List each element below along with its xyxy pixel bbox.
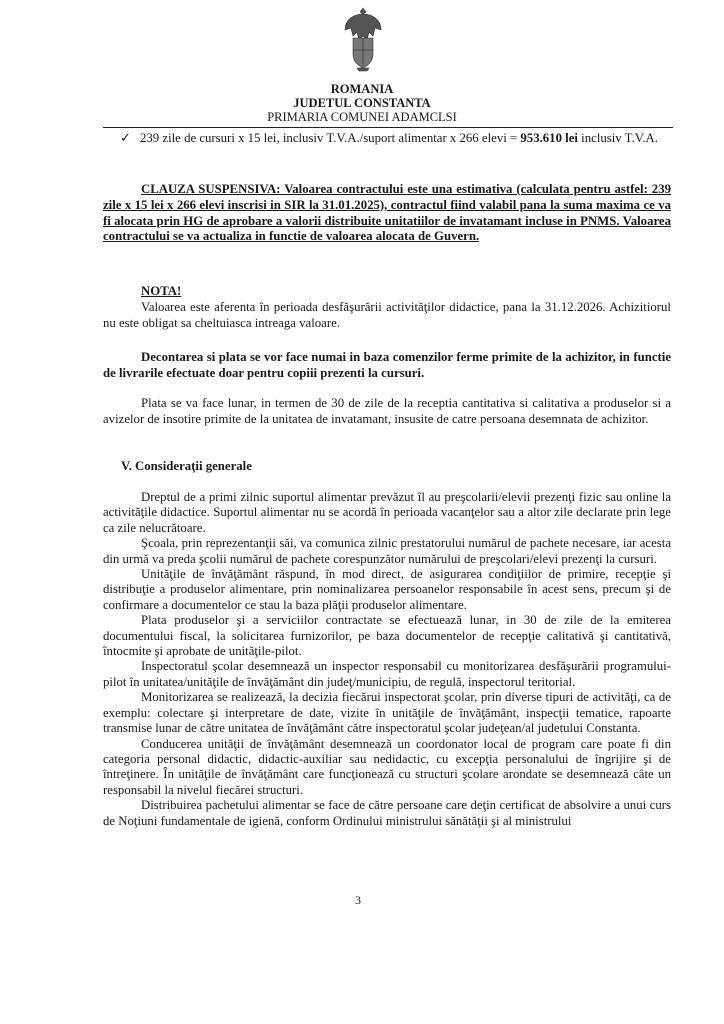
section-body	[103, 490, 671, 829]
suspensive-clause	[103, 182, 671, 245]
section-title	[121, 459, 671, 475]
bullet-text-before: 239 zile de cursuri x 15 lei, inclusiv T.V.A./suport alimentar x 266 elevi =	[140, 131, 521, 145]
section-paragraph: Unităţile de învăţământ răspund, în mod direct, de asigurarea condiţiilor de primire, recepţie şi distribuţie a produselor alimentare, prin nominalizarea persoanelor responsabile în acest sens, precum şi de confirmare a documentelor ce stau la baza plăţii produselor alimentare.	[103, 567, 671, 612]
bullet-text-after: inclusiv T.V.A.	[577, 131, 658, 145]
header-county: JUDETUL CONSTANTA	[293, 96, 431, 110]
header-institution: PRIMARIA COMUNEI ADAMCLSI	[267, 110, 457, 124]
settlement-text: Decontarea si plata se vor face numai in baza comenzilor ferme primite de la achizitor, in functie de livrarile efectuate doar pentru copiii prezenti la cursuri.	[103, 350, 671, 380]
section-paragraph: Monitorizarea se realizează, la decizia fiecărui inspectorat şcolar, prin diverse tipuri de activităţi, ca de exemplu: colectare şi interpretare de date, vizite în unităţile de învăţământ, inspecţii tematice, rapoarte transmise lunar de către unitatea de învăţământ către inspectoratul şcolar judeţean/al judetului Constanta.	[103, 690, 671, 736]
note-block	[103, 284, 671, 331]
section-paragraph: Distribuirea pachetului alimentar se face de către persoane care deţin certificat de absolvire a unui curs de Noţiuni fundamentale de igienă, conform Ordinului ministrului sănătăţii şi al ministrului	[103, 798, 671, 828]
clause-label: CLAUZA SUSPENSIVA:	[141, 182, 281, 196]
note-label: NOTA!	[141, 284, 182, 298]
coat-of-arms-icon	[343, 6, 383, 72]
settlement-paragraph	[103, 350, 671, 382]
bullet-item	[140, 130, 670, 146]
bullet-amount: 953.610 lei	[520, 131, 578, 145]
payment-paragraph	[103, 396, 671, 428]
section-title-text: V. Consideraţii generale	[121, 459, 252, 473]
section-paragraph: Inspectoratul şcolar desemnează un inspector responsabil cu monitorizarea desfăşurării programului-pilot în unitatea/unităţile de învăţământ din judeţ/municipiu, de regulă, inspectorul teritorial.	[103, 659, 671, 689]
section-paragraph: Dreptul de a primi zilnic suportul alimentar prevăzut îl au preşcolarii/elevii prezenţi fizic sau online la activităţile didactice. Suportul alimentar nu se acordă în perioada vacanţelor sau a altor zile declarate prin lege ca zile nelucrătoare.	[103, 490, 671, 535]
note-text: Valoarea este aferenta în perioada desfăşurării activităţilor didactice, pana la 31.12.2026. Achizitiorul nu este obligat sa cheltuiasca intreaga valoare.	[103, 299, 671, 330]
clause-text: Valoarea contractului este una estimativa (calculata pentru astfel: 239 zile x 15 lei x 266 elevi inscrisi in SIR la 31.01.2025), contractul fiind valabil pana la suma maxima ce va fi alocata prin HG de aprobare a valorii distribuite unitatiilor de invatamant incluse in PNMS. Valoarea contractului se va actualiza in functie de valoarea alocata de Guvern.	[103, 182, 671, 244]
header-country: ROMANIA	[330, 82, 394, 96]
check-icon: ✓	[120, 130, 131, 145]
header-divider	[103, 127, 673, 128]
payment-text: Plata se va face lunar, in termen de 30 de zile de la receptia cantitativa si calitativa a produselor si a avizelor de insotire primite de la unitatea de invatamant, insusite de catre persoana desemnata de achizitor.	[103, 396, 671, 426]
section-paragraph: Conducerea unităţii de învăţământ desemnează un coordonator local de program care poate fi din categoria personal didactic, didactic-auxiliar sau nedidactic, cu excepţia personalului de îngrijire şi de întreţinere. În unităţile de învăţământ care funcţionează cu structuri şcolare arondate se desemnează câte un responsabil la nivelul fiecărei structuri.	[103, 736, 671, 797]
page-number: 3	[355, 893, 361, 907]
section-paragraph: Şcoala, prin reprezentanţii săi, va comunica zilnic prestatorului numărul de pachete necesare, iar acesta din urmă va preda şcolii numărul de pachete corespunzător numărului de preşcolari/elevi prezenţi la cursuri.	[103, 536, 671, 566]
section-paragraph: Plata produselor şi a serviciilor contractate se efectuează lunar, in 30 de zile de la emiterea documentului fiscal, la solicitarea furnizorilor, pe baza documentelor de recepţie calitativă şi cantitativă, întocmite şi aprobate de unităţile-pilot.	[103, 613, 671, 659]
